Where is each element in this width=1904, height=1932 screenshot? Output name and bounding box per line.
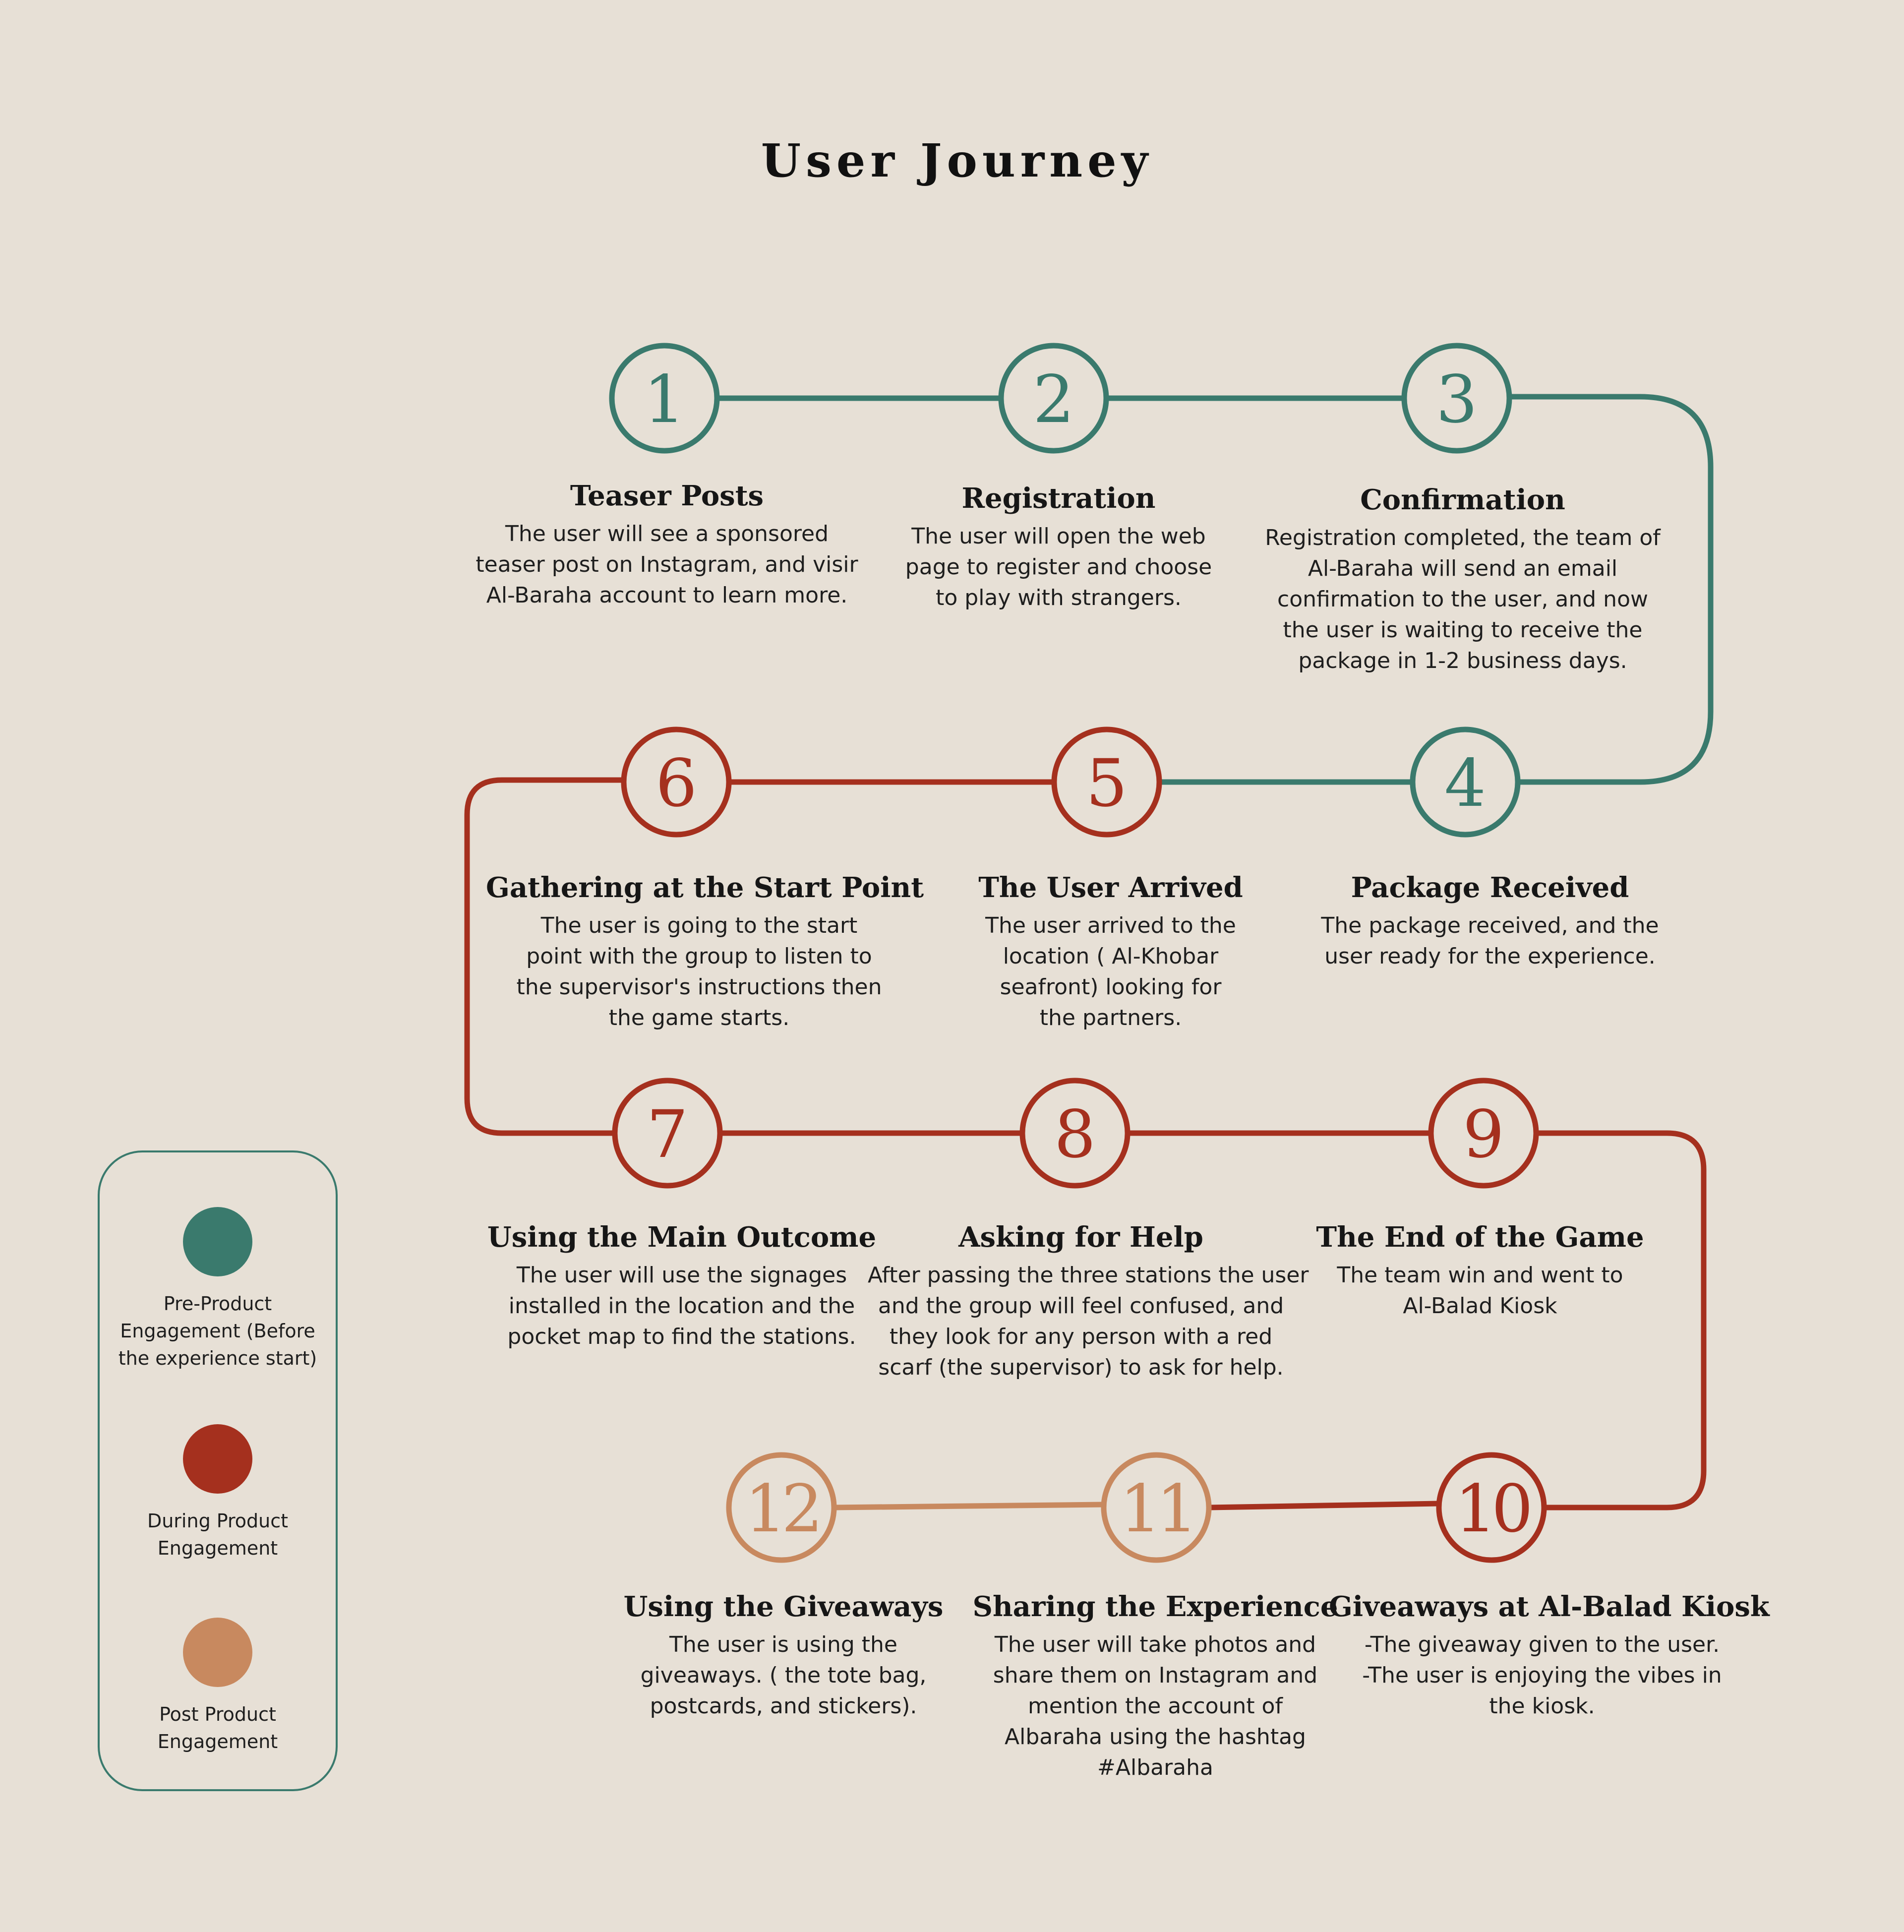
step-description-line: After passing the three stations the user: [868, 1263, 1309, 1288]
step-node-12: [729, 1455, 834, 1560]
step-node-6: [624, 729, 729, 835]
step-node-9: [1431, 1081, 1536, 1186]
step-description-line: The user is going to the start: [540, 913, 858, 938]
step-node-7: [615, 1081, 720, 1186]
legend-dot-post: [183, 1618, 252, 1687]
step-description-line: -The user is enjoying the vibes in: [1362, 1663, 1722, 1688]
step-description-line: installed in the location and the: [508, 1293, 855, 1319]
step-title: Gathering at the Start Point: [486, 871, 924, 904]
step-number: 11: [1120, 1471, 1193, 1547]
step-title: Giveaways at Al-Balad Kiosk: [1329, 1590, 1770, 1623]
step-node-1: [612, 346, 717, 451]
legend-label-line: Engagement: [157, 1537, 278, 1559]
step-title: Teaser Posts: [570, 480, 764, 512]
step-description-line: postcards, and stickers).: [650, 1693, 917, 1719]
step-description-line: Registration completed, the team of: [1265, 525, 1661, 550]
step-description-line: #Albaraha: [1097, 1755, 1213, 1780]
step-node-2: [1001, 346, 1106, 451]
step-description-line: the kiosk.: [1489, 1693, 1595, 1719]
step-description-line: the game starts.: [608, 1005, 790, 1030]
legend-label-line: Engagement: [157, 1731, 278, 1752]
step-node-8: [1022, 1081, 1128, 1186]
step-number: 4: [1444, 745, 1486, 822]
step-description-line: they look for any person with a red: [889, 1324, 1273, 1349]
legend-dot-pre: [183, 1207, 252, 1276]
step-1: [454, 476, 880, 611]
step-description-line: giveaways. ( the tote bag,: [640, 1663, 927, 1688]
step-description-line: Al-Baraha will send an email: [1308, 556, 1618, 581]
step-title: Registration: [961, 482, 1156, 515]
step-description-line: to play with strangers.: [936, 585, 1182, 610]
step-description: [1250, 523, 1676, 676]
legend-item-pre: [100, 1207, 336, 1372]
step-title: The User Arrived: [978, 871, 1243, 904]
legend-label-during: [100, 1508, 336, 1562]
step-description-line: The user arrived to the: [985, 913, 1236, 938]
page-title: User Journey: [761, 134, 1153, 187]
step-description-line: page to register and choose: [905, 554, 1212, 580]
step-title: Sharing the Experience: [972, 1590, 1338, 1623]
step-description-line: The package received, and the: [1321, 913, 1659, 938]
legend-item-during: [100, 1424, 336, 1562]
step-6: [486, 868, 924, 1033]
step-description: [1277, 910, 1703, 972]
step-description-line: teaser post on Instagram, and visir: [476, 552, 858, 577]
step-number: 12: [745, 1471, 818, 1547]
step-description-line: Al-Baraha account to learn more.: [486, 583, 848, 608]
step-description-line: The team win and went to: [1337, 1263, 1623, 1288]
step-number: 1: [644, 362, 685, 438]
step-description: [570, 1630, 997, 1722]
step-4: [1277, 868, 1703, 972]
step-description-line: and the group will feel confused, and: [878, 1293, 1284, 1319]
step-description-line: -The giveaway given to the user.: [1364, 1632, 1720, 1657]
step-10: [1329, 1587, 1770, 1722]
step-description-line: mention the account of: [1028, 1693, 1283, 1719]
step-description-line: The user is using the: [669, 1632, 897, 1657]
step-node-10: [1439, 1455, 1544, 1560]
step-node-11: [1104, 1455, 1209, 1560]
step-description: [486, 910, 912, 1033]
step-description: [868, 1260, 1309, 1383]
legend-label-post: [100, 1701, 336, 1755]
step-8: [868, 1217, 1309, 1383]
step-node-4: [1413, 729, 1518, 835]
step-title: Asking for Help: [958, 1221, 1203, 1254]
step-2: [845, 479, 1272, 613]
step-description-line: share them on Instagram and: [993, 1663, 1318, 1688]
step-description: [897, 910, 1324, 1033]
step-number: 2: [1033, 362, 1074, 438]
step-description-line: scarf (the supervisor) to ask for help.: [878, 1355, 1284, 1380]
step-description-line: confirmation to the user, and now: [1277, 587, 1648, 612]
step-description: [845, 521, 1272, 613]
step-description: [942, 1630, 1368, 1783]
step-description-line: package in 1-2 business days.: [1298, 648, 1627, 673]
step-title: Package Received: [1351, 871, 1629, 904]
step-number: 3: [1436, 362, 1478, 438]
step-title: Using the Main Outcome: [487, 1221, 877, 1254]
step-description-line: Albaraha using the hashtag: [1005, 1724, 1306, 1750]
legend-label-line: Pre-Product: [163, 1293, 272, 1315]
legend-item-post: [100, 1618, 336, 1755]
legend-label-line: Engagement (Before: [120, 1320, 315, 1342]
step-description-line: Al-Balad Kiosk: [1403, 1293, 1557, 1319]
step-title: Using the Giveaways: [623, 1590, 944, 1623]
step-description-line: The user will see a sponsored: [505, 521, 829, 546]
step-9: [1267, 1217, 1693, 1322]
step-description-line: The user will use the signages: [516, 1263, 847, 1288]
step-node-3: [1404, 346, 1509, 451]
step-description-line: point with the group to listen to: [526, 944, 872, 969]
step-description-line: the supervisor's instructions then: [516, 974, 882, 1000]
step-3: [1250, 480, 1676, 676]
legend-label-line: the experience start): [118, 1347, 317, 1369]
step-11: [942, 1587, 1368, 1783]
step-description: [454, 519, 880, 611]
legend-label-pre: [100, 1290, 336, 1372]
step-number: 10: [1455, 1471, 1528, 1547]
step-number: 9: [1463, 1096, 1504, 1173]
connector-10-11: [1209, 1504, 1439, 1508]
step-description-line: the partners.: [1039, 1005, 1182, 1030]
legend: [98, 1150, 338, 1791]
legend-label-line: Post Product: [159, 1703, 276, 1725]
step-5: [897, 868, 1324, 1033]
step-description: [1267, 1260, 1693, 1322]
step-number: 5: [1086, 745, 1128, 822]
step-description-line: pocket map to find the stations.: [507, 1324, 856, 1349]
step-description: [469, 1260, 895, 1352]
step-description-line: The user will open the web: [911, 524, 1206, 549]
step-title: Confirmation: [1360, 483, 1565, 516]
step-description-line: seafront) looking for: [1000, 974, 1222, 1000]
step-number: 6: [655, 745, 697, 822]
step-description-line: user ready for the experience.: [1324, 944, 1656, 969]
step-description: [1329, 1630, 1755, 1722]
step-title: The End of the Game: [1316, 1221, 1644, 1254]
legend-dot-during: [183, 1424, 252, 1494]
step-number: 7: [647, 1096, 688, 1173]
step-12: [570, 1587, 997, 1722]
connector-11-12: [834, 1505, 1104, 1508]
step-7: [469, 1217, 895, 1352]
legend-label-line: During Product: [147, 1510, 289, 1532]
step-number: 8: [1054, 1096, 1096, 1173]
step-description-line: the user is waiting to receive the: [1283, 617, 1643, 643]
step-description-line: location ( Al-Khobar: [1003, 944, 1219, 969]
step-node-5: [1054, 729, 1159, 835]
step-description-line: The user will take photos and: [994, 1632, 1316, 1657]
